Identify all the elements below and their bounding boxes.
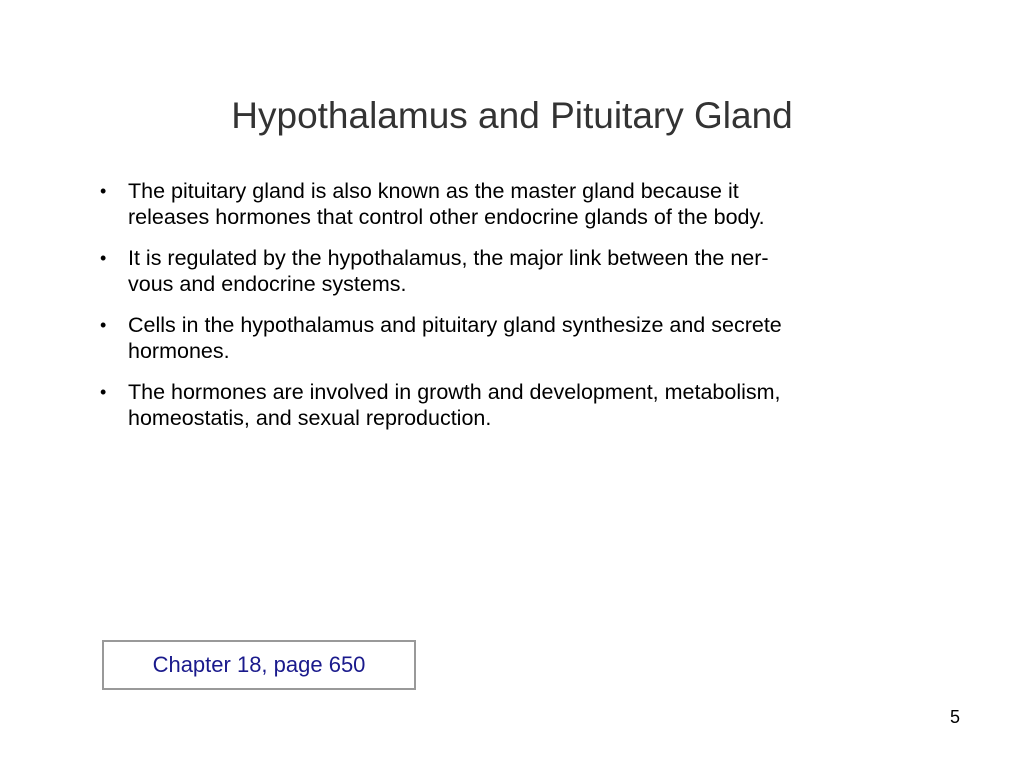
bullet-item — [100, 245, 930, 297]
bullet-text-line: homeostatis, and sexual reproduction. — [128, 406, 492, 430]
slide-title: Hypothalamus and Pituitary Gland — [231, 95, 793, 136]
bullet-list — [100, 178, 930, 446]
bullet-text-line: The pituitary gland is also known as the master gland because it — [128, 179, 739, 203]
bullet-point: • — [100, 315, 107, 335]
chapter-reference-box — [102, 640, 416, 690]
bullet-text-line: It is regulated by the hypothalamus, the major link between the ner- — [128, 246, 769, 270]
bullet-point: • — [100, 181, 107, 201]
bullet-item — [100, 379, 930, 431]
bullet-item — [100, 312, 930, 364]
chapter-reference-text: Chapter 18, page 650 — [152, 652, 366, 677]
bullet-text-line: The hormones are involved in growth and development, metabolism, — [128, 380, 781, 404]
bullet-text-line: Cells in the hypothalamus and pituitary gland synthesize and secrete — [128, 313, 782, 337]
bullet-point: • — [100, 382, 107, 402]
bullet-point: • — [100, 248, 107, 268]
bullet-text-line: hormones. — [128, 339, 230, 363]
bullet-text-line: releases hormones that control other endocrine glands of the body. — [128, 205, 765, 229]
bullet-text-line: vous and endocrine systems. — [128, 272, 407, 296]
bullet-item — [100, 178, 930, 230]
page-number: 5 — [949, 707, 960, 727]
